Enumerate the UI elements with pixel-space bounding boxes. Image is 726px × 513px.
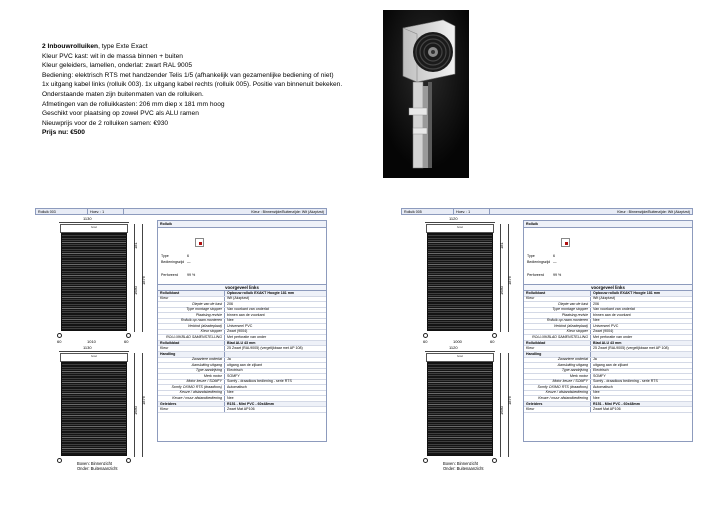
spec-value: Nee [593, 318, 600, 323]
spec-value: Zwart (9004) [227, 329, 248, 334]
spec-value: binnen aan de voorkant [593, 312, 631, 317]
sheet-quantity: Hoev. : 1 [88, 209, 124, 214]
spec-key: Rolluik op raam monteren [158, 319, 225, 324]
spec-key: Merk motor [158, 374, 225, 379]
sheet-header [35, 208, 327, 215]
spec-rows [158, 291, 326, 413]
spec-key: Kleur [524, 407, 591, 412]
spec-key: Motor keuze / SOMFY [524, 380, 591, 385]
dim-top-h: 1680 [499, 286, 504, 295]
spec-value: Met perforatie van onder [227, 334, 267, 339]
spec-key: Rolluikblad [524, 341, 591, 346]
dim-mid: 1010 [87, 339, 96, 344]
guide-end-right [492, 458, 497, 463]
spec-key: Zwaartere onderlat [158, 358, 225, 363]
dim-bot-total: 1876 [507, 396, 512, 405]
spec-value: Nee [227, 395, 234, 400]
intro-line: Bediening: elektrisch RTS met handzender Telis 1/5 (afhankelijk van gezamenlijke bediening of niet) [42, 71, 334, 79]
guide-end-left [423, 458, 428, 463]
intro-line: Nieuwprijs voor de 2 rolluiken samen: €930 [42, 119, 169, 127]
spec-value: Zwart Mat AP106 [593, 407, 621, 412]
spec-table [523, 220, 693, 442]
spec-rows [524, 291, 692, 413]
spec-value: Ja [593, 357, 597, 362]
technical-drawing [35, 215, 153, 473]
dim-line [425, 222, 495, 223]
caption-line: Onder: Buitenaanzicht [443, 466, 484, 471]
dim-bot-total: 1876 [141, 396, 146, 405]
shutter-box-bottom [426, 353, 494, 362]
spec-key: Verbind (afzadeplaat) [524, 324, 591, 329]
dim-line [59, 351, 129, 352]
caption-line: Boven: Binnenzicht [443, 461, 479, 466]
spec-value: Nee [593, 390, 600, 395]
dim-box-h: 181 [499, 242, 504, 249]
bediening-field: Bedieningszijd — [527, 260, 557, 264]
dim-mid: 1000 [453, 339, 462, 344]
dim-top-h: 1680 [133, 286, 138, 295]
spec-key: Plaatsing revisie [158, 313, 225, 318]
spec-key: Handling [524, 352, 591, 357]
spec-value: Nee [593, 395, 600, 400]
spec-value: Opbouw rolluik EXAKT Hoogte 181 mm [227, 290, 295, 295]
spec-value: SOMFY [227, 373, 240, 378]
sheet-color: Kleur : Binnenzijde/Buitenzijde: Wit (Akzptzst) [251, 209, 324, 214]
dim-top-total: 1876 [141, 276, 146, 285]
type-field: Type 6 [161, 254, 189, 258]
dim-line [508, 353, 509, 457]
dim-line [59, 222, 129, 223]
spec-table-head: Rolluik [524, 221, 692, 228]
spec-key: Kleur stopper [524, 330, 591, 335]
box-label: boxel [91, 355, 97, 358]
spec-key: Kleur [158, 297, 225, 302]
shutter-box [426, 224, 494, 233]
spec-value: Somfy - draadloos bediening - serie RTS [593, 379, 658, 384]
spec-key: Rolluikkast [524, 291, 591, 296]
guide-end-right [492, 333, 497, 338]
dim-mid-width: 1130 [83, 345, 92, 350]
perforeerd-field: Perforeerd 99 % [161, 273, 196, 277]
spec-key: Type montage stopper [524, 308, 591, 313]
spec-value: Wit (Akzptzst) [593, 296, 616, 301]
spec-key: ROLLUIKBLAD SAMENSTELLING [158, 335, 225, 340]
spec-table-top [158, 228, 326, 285]
dim-top-width: 1130 [83, 216, 92, 221]
spec-key: Motor keuze / SOMFY [158, 380, 225, 385]
spec-value: SOMFY [593, 373, 606, 378]
spec-value: 206 [593, 301, 599, 306]
dim-mid-width: 1120 [449, 345, 458, 350]
description-text [42, 42, 382, 138]
spec-key: Diepte van de kast [158, 302, 225, 307]
perforeerd-field: Perforeerd 99 % [527, 273, 562, 277]
dim-line [134, 353, 135, 457]
intro-line: Kleur PVC kast: wit in de massa binnen + buiten [42, 52, 183, 60]
caption-line: Onder: Buitenaanzicht [77, 466, 118, 471]
spec-key: Kleur [524, 346, 591, 351]
spec-value: Zwart (9004) [593, 329, 614, 334]
guide-end-right [126, 333, 131, 338]
spec-value: Met perforatie van onder [593, 334, 633, 339]
dim-top-total: 1876 [507, 276, 512, 285]
intro-line: Kleur geleiders, lamellen, onderlat: zwart RAL 9005 [42, 62, 193, 70]
guide-end-left [57, 458, 62, 463]
spec-key: Rolluik op raam monteren [524, 319, 591, 324]
spec-key: Geleiders [158, 402, 225, 407]
section-title: voorgeveel links [158, 285, 326, 291]
shutter-curtain-top [427, 233, 493, 331]
intro-line: Afmetingen van de rolluikkasten: 206 mm diep x 181 mm hoog [42, 100, 225, 108]
shutter-curtain-bottom [61, 362, 127, 456]
caption-line: Boven: Binnenzicht [77, 461, 113, 466]
spec-value: Zwart Mat AP106 [227, 407, 255, 412]
spec-value: Electrisch [227, 368, 243, 373]
technical-drawing [401, 215, 519, 473]
spec-sheet-rolluik-003 [35, 208, 327, 473]
section-title: voorgeveel links [524, 285, 692, 291]
spec-key: Kleur [158, 346, 225, 351]
drawing-caption [77, 461, 118, 471]
spec-value: uitgang aan de zijkant [227, 362, 262, 367]
spec-value: Blad ALU 43 mm [227, 340, 256, 345]
spec-key: Keuze / afstandsbediening [158, 391, 225, 396]
dim-right: 60 [490, 339, 495, 344]
spec-key: ROLLUIKBLAD SAMENSTELLING [524, 335, 591, 340]
spec-value: Nee [227, 318, 234, 323]
sheet-quantity: Hoev. : 1 [454, 209, 490, 214]
spec-key: Kleur stopper [158, 330, 225, 335]
intro-line: 1x uitgang kabel links (rolluik 003). 1x uitgang kabel rechts (rolluik 005). Positie van binnenuit bekeken. [42, 81, 343, 89]
spec-value: Blad ALU 43 mm [593, 340, 622, 345]
spec-value: Wit (Akzptzst) [227, 296, 250, 301]
shutter-curtain-bottom [427, 362, 493, 456]
spec-key: Aansluiting uitgang [158, 363, 225, 368]
spec-value: R151 - Mini PVC - 60x48mm [227, 401, 274, 406]
spec-key: Type aandrijving [524, 369, 591, 374]
spec-value: Somfy - draadloos bediening - serie RTS [227, 379, 292, 384]
spec-value: 25 Zwart (RAL9005) (vergelijkbaar met AP 108) [593, 346, 669, 351]
spec-key: Somfy OXIMO RTS (draadloos) [524, 385, 591, 390]
dim-bot-h: 1680 [133, 406, 138, 415]
spec-value: Automatisch [227, 384, 247, 389]
spec-table [157, 220, 327, 442]
spec-value: Ja [227, 357, 231, 362]
spec-key: Handling [158, 352, 225, 357]
intro-title-rest: , type Exte Exact [98, 43, 148, 50]
spec-key: Rolluikkast [158, 291, 225, 296]
spec-key: Rolluikblad [158, 341, 225, 346]
spec-sheet-rolluik-005 [401, 208, 693, 473]
spec-table-head: Rolluik [158, 221, 326, 228]
spec-value: Van voorkant van onderlat [593, 307, 635, 312]
dim-line [142, 353, 143, 457]
bediening-field: Bedieningszijd — [161, 260, 191, 264]
dim-left: 60 [423, 339, 428, 344]
spec-value: Opbouw rolluik EXAKT Hoogte 181 mm [593, 290, 661, 295]
spec-key: Type aandrijving [158, 369, 225, 374]
sheet-header [401, 208, 693, 215]
intro-title-bold: 2 Inbouwrolluiken [42, 43, 99, 50]
guide-end-right [126, 458, 131, 463]
spec-value: Universeel PVC [227, 323, 253, 328]
spec-key: Diepte van de kast [524, 302, 591, 307]
dim-left: 60 [57, 339, 62, 344]
spec-key: Keuze / muur afstandbediening [524, 396, 591, 401]
intro-title [42, 42, 382, 52]
box-label: boxel [91, 226, 97, 229]
spec-key: Merk motor [524, 374, 591, 379]
spec-key: Keuze / afstandsbediening [524, 391, 591, 396]
spec-key: Zwaartere onderlat [524, 358, 591, 363]
profile-symbol-icon [561, 238, 570, 247]
spec-key: Verbind (afzadeplaat) [158, 324, 225, 329]
spec-value: Universeel PVC [593, 323, 619, 328]
sheet-color: Kleur : Binnenzijde/Buitenzijde: Wit (Akzptzst) [617, 209, 690, 214]
spec-value: uitgang aan de zijkant [593, 362, 628, 367]
product-photo [383, 10, 469, 178]
spec-value: 206 [227, 301, 233, 306]
dim-bot-h: 1680 [499, 406, 504, 415]
spec-key: Plaatsing revisie [524, 313, 591, 318]
dim-right: 60 [124, 339, 129, 344]
spec-value: 25 Zwart (RAL9005) (vergelijkbaar met AP 108) [227, 346, 303, 351]
spec-row [524, 407, 692, 413]
spec-key: Geleiders [524, 402, 591, 407]
box-label: boxel [457, 355, 463, 358]
spec-value: Electrisch [593, 368, 609, 373]
spec-value: Automatisch [593, 384, 613, 389]
spec-key: Keuze / muur afstandbediening [158, 396, 225, 401]
spec-value: Nee [227, 390, 234, 395]
guide-end-left [423, 333, 428, 338]
spec-value: R151 - Mini PVC - 60x48mm [593, 401, 640, 406]
sheet-rolluik-id: Rolluik 005 [402, 209, 454, 214]
spec-key: Somfy OXIMO RTS (draadloos) [158, 385, 225, 390]
dim-line [425, 351, 495, 352]
box-label: boxel [457, 226, 463, 229]
spec-value: Van voorkant van onderlat [227, 307, 269, 312]
shutter-box [60, 224, 128, 233]
spec-key: Kleur [524, 297, 591, 302]
sheet-rolluik-id: Rolluik 003 [36, 209, 88, 214]
dim-line [500, 353, 501, 457]
spec-value: binnen aan de voorkant [227, 312, 265, 317]
type-field: Type 6 [527, 254, 555, 258]
price: Prijs nu: €500 [42, 129, 85, 137]
dim-box-h: 181 [133, 242, 138, 249]
spec-value [225, 352, 326, 357]
spec-value [591, 352, 692, 357]
profile-symbol-icon [195, 238, 204, 247]
spec-key: Type montage stopper [158, 308, 225, 313]
spec-key: Aansluiting uitgang [524, 363, 591, 368]
drawing-caption [443, 461, 484, 471]
intro-line: Onderstaande maten zijn buitenmaten van de rolluiken. [42, 90, 204, 98]
shutter-curtain-top [61, 233, 127, 331]
dim-line [134, 224, 135, 332]
spec-key: Kleur [158, 407, 225, 412]
dim-top-width: 1120 [449, 216, 458, 221]
spec-row [158, 407, 326, 413]
shutter-box-bottom [60, 353, 128, 362]
intro-line: Geschikt voor plaatsing op zowel PVC als ALU ramen [42, 110, 199, 118]
guide-end-left [57, 333, 62, 338]
roller-shutter-box-illustration [383, 10, 469, 178]
dim-line [500, 224, 501, 332]
spec-table-top [524, 228, 692, 285]
